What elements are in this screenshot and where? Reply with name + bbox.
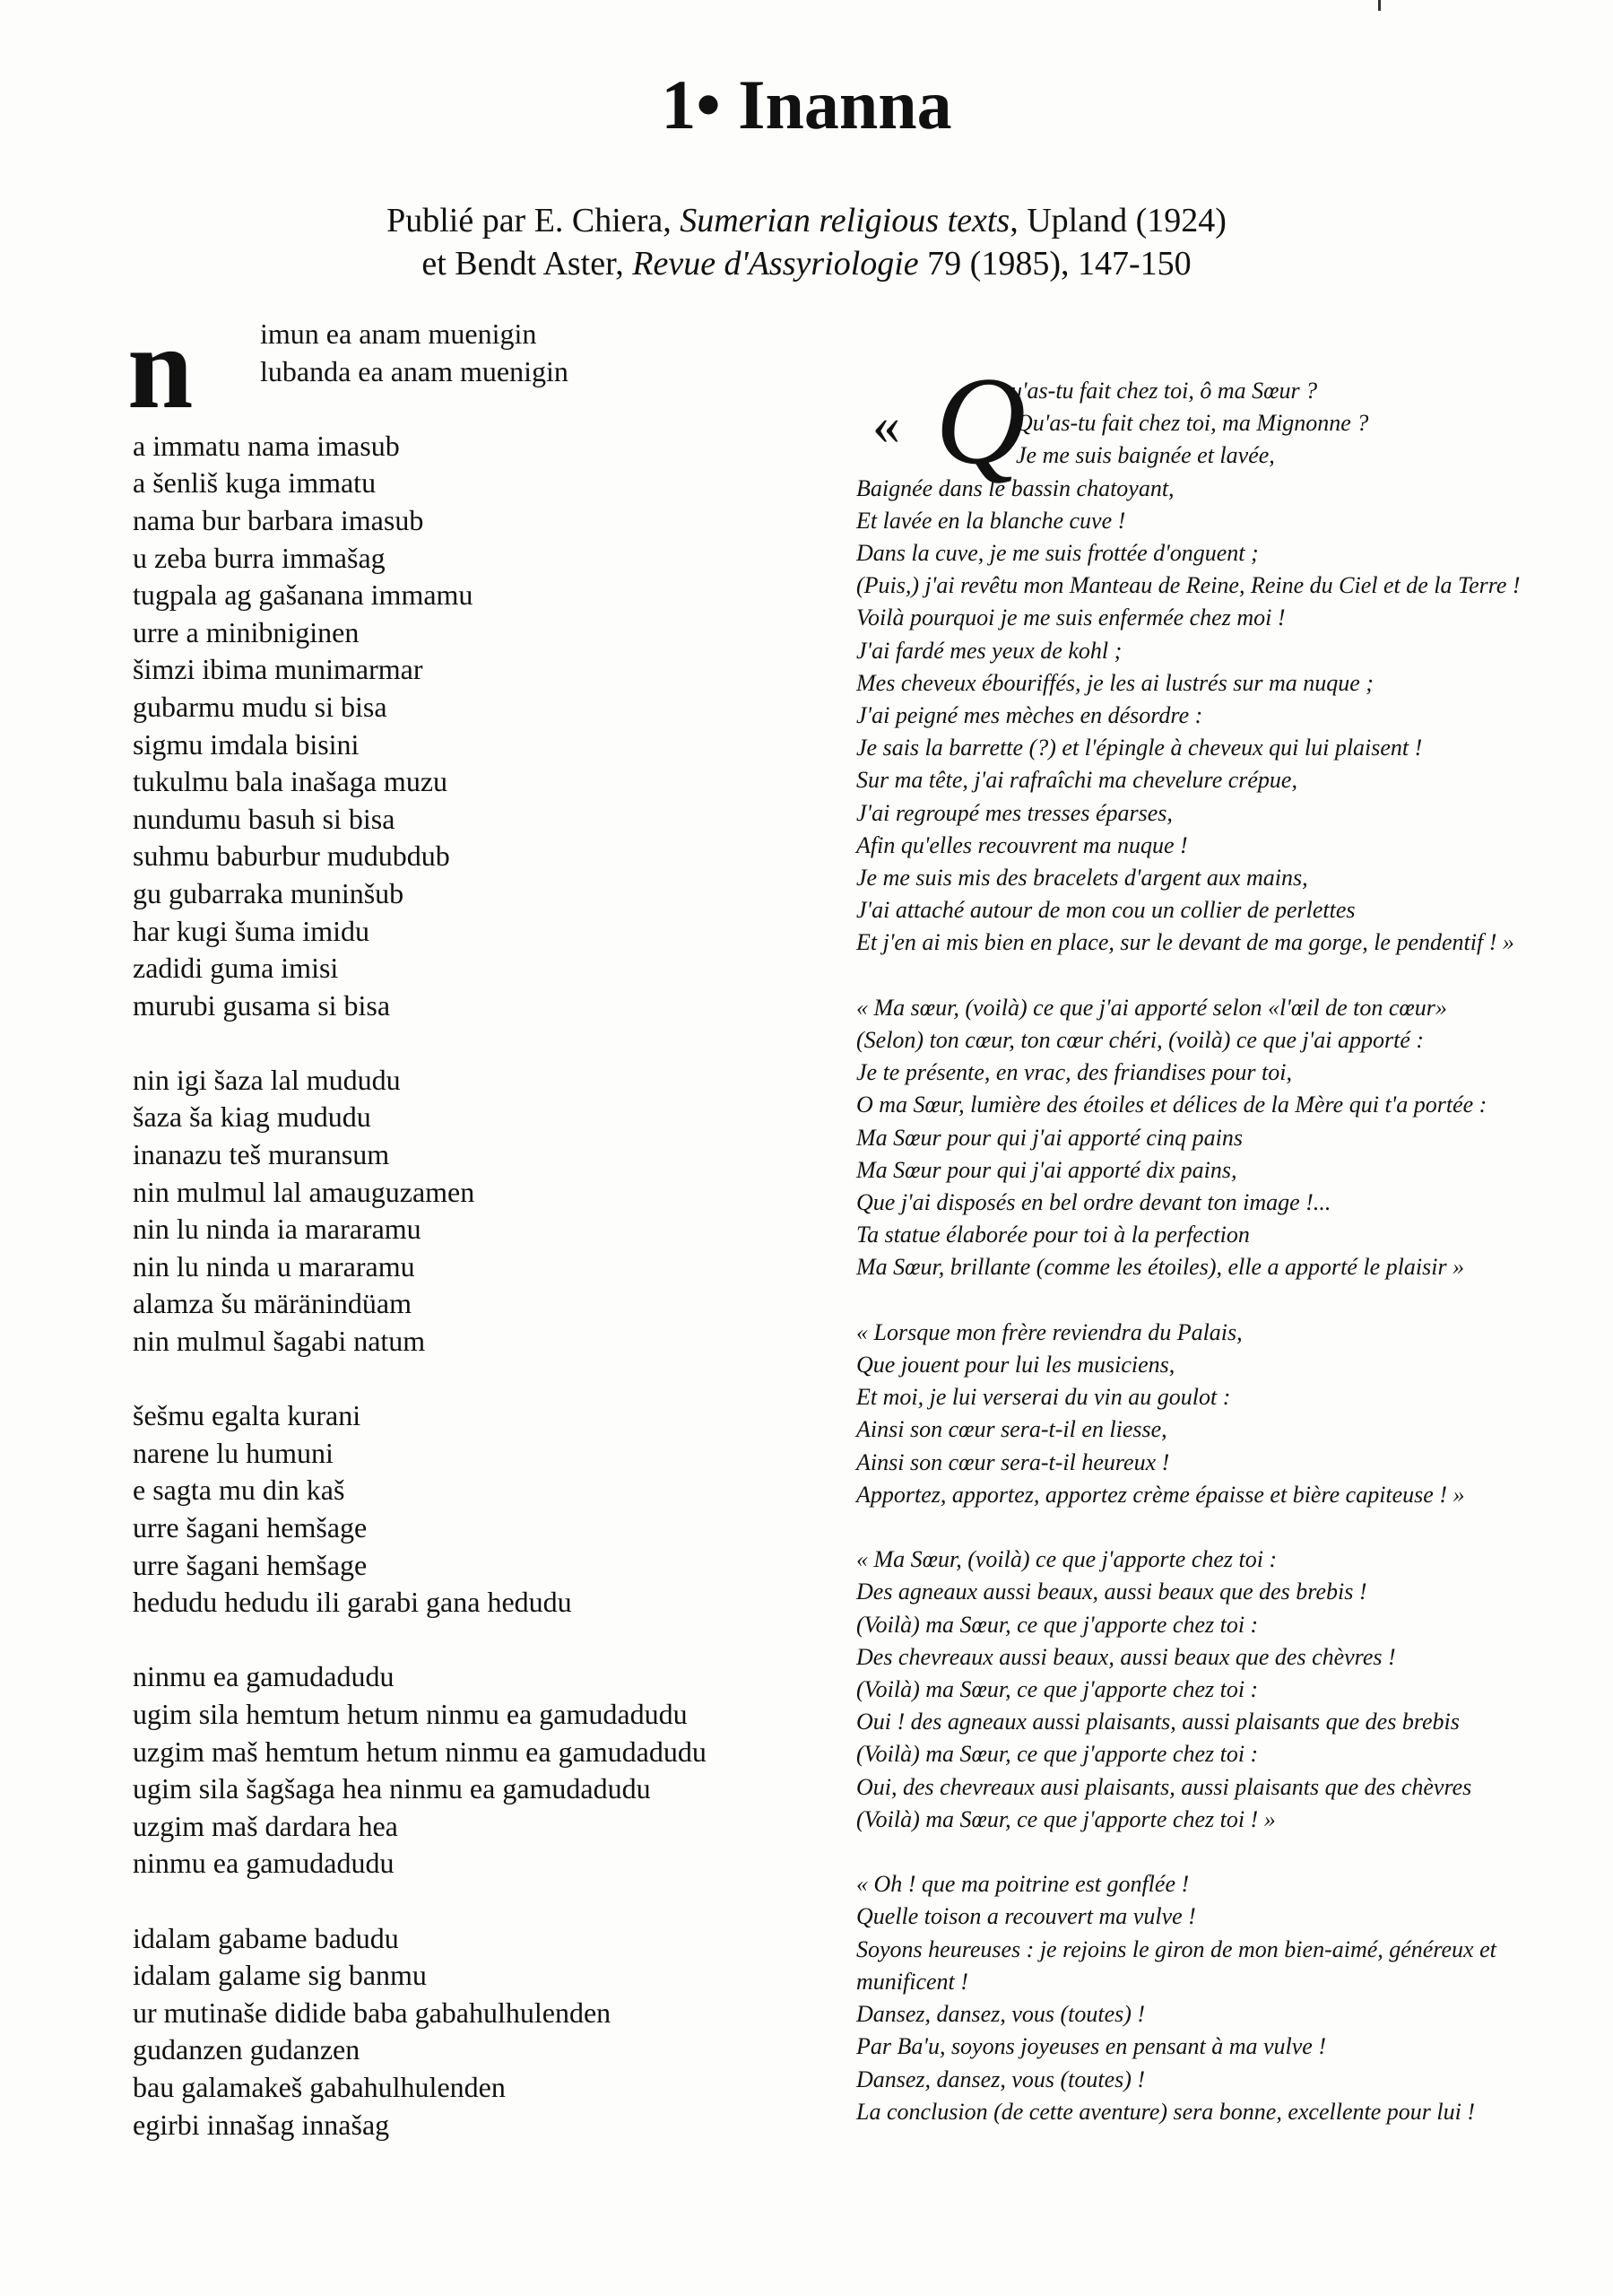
stanza-break	[133, 1361, 868, 1398]
publication-text: , Upland (1924)	[1010, 202, 1227, 239]
french-verse-line: (Voilà) ma Sœur, ce que j'apporte chez toi :	[856, 1611, 1259, 1638]
page-title: 1• Inanna	[661, 65, 952, 144]
sumerian-verse-line: murubi gusama si bisa	[133, 988, 391, 1022]
sumerian-verse-line: har kugi šuma imidu	[133, 914, 369, 947]
french-verse-line: Oui ! des agneaux aussi plaisants, aussi plaisants que des brebis	[856, 1709, 1460, 1735]
sumerian-verse-line: uzgim maš hemtum hetum ninmu ea gamudadudu	[133, 1735, 707, 1768]
sumerian-verse-line: imun ea anam muenigin	[260, 317, 537, 350]
stanza-break	[133, 390, 868, 428]
sumerian-verse-line: nin igi šaza lal mududu	[133, 1063, 401, 1096]
french-verse-line: Je me suis baignée et lavée,	[1016, 442, 1275, 469]
french-verse-line: Oui, des chevreaux ausi plaisants, aussi plaisants que des chèvres	[856, 1773, 1472, 1800]
stanza-break	[856, 1284, 1600, 1317]
sumerian-verse-line: šaza ša kiag mududu	[133, 1100, 371, 1134]
french-verse-line: Afin qu'elles recouvrent ma nuque !	[856, 831, 1188, 858]
french-verse-line: Apportez, apportez, apportez crème épaisse et bière capiteuse ! »	[856, 1481, 1465, 1508]
sumerian-verse-line: urre a minibniginen	[133, 615, 360, 648]
sumerian-verse-line: nama bur barbara imasub	[133, 503, 424, 536]
french-verse-line: Et j'en ai mis bien en place, sur le devant de ma gorge, le pendentif ! »	[856, 929, 1514, 956]
sumerian-verse-line: gudanzen gudanzen	[133, 2033, 360, 2066]
french-verse-line: Mes cheveux ébouriffés, je les ai lustrés sur ma nuque ;	[856, 669, 1374, 696]
sumerian-verse-line: urre šagani hemšage	[133, 1511, 368, 1544]
sumerian-verse-line: bau galamakeš gabahulhulenden	[133, 2070, 506, 2103]
sumerian-verse-line: idalam galame sig banmu	[133, 1959, 427, 1992]
french-verse-line: Qu'as-tu fait chez toi, ma Mignonne ?	[1016, 410, 1369, 437]
sumerian-verse-line: urre šagani hemšage	[133, 1548, 368, 1581]
sumerian-verse-line: zadidi guma imisi	[133, 952, 339, 985]
publication-title-italic: Revue d'Assyriologie	[632, 245, 919, 283]
french-verse-line: (Voilà) ma Sœur, ce que j'apporte chez toi :	[856, 1676, 1259, 1703]
french-verse-line: Ainsi son cœur sera-t-il heureux !	[856, 1448, 1170, 1475]
sumerian-verse-line: inanazu teš muransum	[133, 1138, 390, 1171]
sumerian-verse-line: u zeba burra immašag	[133, 541, 386, 574]
french-verse-line: u'as-tu fait chez toi, ô ma Sœur ?	[1010, 378, 1318, 404]
french-verse-line: Quelle toison a recouvert ma vulve !	[856, 1903, 1196, 1930]
french-verse-line: « Ma sœur, (voilà) ce que j'ai apporté selon «l'œil de ton cœur»	[856, 994, 1447, 1021]
french-verse-line: (Voilà) ma Sœur, ce que j'apporte chez toi :	[856, 1741, 1259, 1768]
sumerian-verse-line: lubanda ea anam muenigin	[260, 354, 568, 387]
french-verse-line: Dansez, dansez, vous (toutes) !	[856, 2001, 1146, 2028]
publication-text: et Bendt Aster,	[421, 245, 633, 283]
french-verse-line: Voilà pourquoi je me suis enfermée chez moi !	[856, 604, 1286, 631]
sumerian-verse-line: hedudu hedudu ili garabi gana hedudu	[133, 1586, 572, 1619]
french-verse-line: (Voilà) ma Sœur, ce que j'apporte chez toi ! »	[856, 1805, 1276, 1832]
sumerian-verse-line: a immatu nama imasub	[133, 429, 400, 462]
french-verse-line: Et moi, je lui verserai du vin au goulot :	[856, 1384, 1231, 1411]
sumerian-verse-line: e sagta mu din kaš	[133, 1474, 345, 1507]
sumerian-verse-line: nin lu ninda ia mararamu	[133, 1213, 421, 1246]
sumerian-verse-line: ugim sila šagšaga hea ninmu ea gamudadudu	[133, 1772, 651, 1805]
sumerian-verse-line: gubarmu mudu si bisa	[133, 690, 387, 723]
french-translation-column	[856, 352, 1600, 2128]
french-verse-line: Baignée dans le bassin chatoyant,	[856, 474, 1175, 501]
publication-text: Publié par E. Chiera,	[386, 202, 681, 239]
sumerian-verse-line: nin mulmul šagabi natum	[133, 1325, 426, 1358]
french-verse-line: J'ai regroupé mes tresses éparses,	[856, 799, 1173, 826]
stanza-break	[856, 1511, 1600, 1544]
sumerian-verse-line: uzgim maš dardara hea	[133, 1809, 398, 1842]
sumerian-verse-line: sigmu imdala bisini	[133, 727, 360, 761]
sumerian-drop-cap: n	[127, 301, 194, 433]
sumerian-verse-line: ninmu ea gamudadudu	[133, 1660, 395, 1693]
french-verse-line: J'ai peigné mes mèches en désordre :	[856, 702, 1203, 729]
french-verse-line: J'ai attaché autour de mon cou un collier de perlettes	[856, 897, 1356, 924]
corner-mark	[1378, 0, 1381, 11]
french-verse-line: Et lavée en la blanche cuve !	[856, 507, 1126, 534]
sumerian-verse-line: šimzi ibima munimarmar	[133, 653, 423, 686]
sumerian-verse-line: gu gubarraka muninšub	[133, 876, 404, 909]
french-verse-line: Que j'ai disposés en bel ordre devant ton image !...	[856, 1189, 1331, 1216]
french-verse-line: Ainsi son cœur sera-t-il en liesse,	[856, 1416, 1167, 1443]
french-verse-line: Ta statue élaborée pour toi à la perfection	[856, 1222, 1250, 1248]
sumerian-verse-line: nin lu ninda u mararamu	[133, 1249, 415, 1283]
publication-text: 79 (1985), 147-150	[918, 245, 1192, 283]
french-verse-line: Que jouent pour lui les musiciens,	[856, 1352, 1175, 1378]
french-verse-line: Des agneaux aussi beaux, aussi beaux que des brebis !	[856, 1578, 1367, 1605]
stanza-break	[133, 1883, 868, 1920]
french-verse-line: Ma Sœur pour qui j'ai apporté cinq pains	[856, 1124, 1243, 1151]
sumerian-verse-line: ugim sila hemtum hetum ninmu ea gamudadudu	[133, 1697, 688, 1730]
sumerian-verse-line: tugpala ag gašanana immamu	[133, 578, 473, 612]
french-verse-line: La conclusion (de cette aventure) sera bonne, excellente pour lui !	[856, 2098, 1475, 2125]
french-verse-line: Soyons heureuses : je rejoins le giron de mon bien-aimé, généreux et munificent !	[856, 1935, 1496, 1995]
sumerian-verse-line: egirbi innašag innašag	[133, 2108, 390, 2141]
french-verse-line: Sur ma tête, j'ai rafraîchi ma chevelure crépue,	[856, 767, 1297, 794]
sumerian-verse-line: alamza šu märänindüam	[133, 1287, 412, 1320]
french-drop-cap: Q	[935, 352, 1027, 491]
french-verse-line: O ma Sœur, lumière des étoiles et délices de la Mère qui t'a portée :	[856, 1091, 1487, 1118]
french-verse-line: Dans la cuve, je me suis frottée d'onguent ;	[856, 540, 1259, 567]
sumerian-verse-line: šešmu egalta kurani	[133, 1399, 361, 1432]
french-verse-line: J'ai fardé mes yeux de kohl ;	[856, 637, 1123, 664]
sumerian-text-column	[127, 301, 868, 2144]
publication-line-2	[0, 242, 1613, 285]
publication-note	[0, 199, 1613, 285]
stanza-break	[133, 1024, 868, 1062]
french-verse-line: Je me suis mis des bracelets d'argent aux mains,	[856, 865, 1308, 891]
stanza-break	[856, 960, 1600, 992]
sumerian-verse-line: tukulmu bala inašaga muzu	[133, 765, 448, 798]
sumerian-verse-line: idalam gabame badudu	[133, 1921, 399, 1954]
french-verse-line: « Ma Sœur, (voilà) ce que j'apporte chez toi :	[856, 1546, 1278, 1573]
opening-guillemet: «	[872, 396, 900, 457]
stanza-break	[133, 1622, 868, 1659]
sumerian-verse-line: suhmu baburbur mudubdub	[133, 839, 450, 873]
french-verse-line: Des chevreaux aussi beaux, aussi beaux que des chèvres !	[856, 1643, 1396, 1670]
french-verse-line: Par Ba'u, soyons joyeuses en pensant à ma vulve !	[856, 2033, 1326, 2060]
french-verse-line: « Oh ! que ma poitrine est gonflée !	[856, 1871, 1190, 1898]
sumerian-verse-line: nin mulmul lal amauguzamen	[133, 1175, 475, 1208]
sumerian-verse-line: ur mutinaše didide baba gabahulhulenden	[133, 1996, 611, 2029]
french-verse-line: Ma Sœur, brillante (comme les étoiles), elle a apporté le plaisir »	[856, 1254, 1465, 1281]
stanza-break	[856, 1836, 1600, 1868]
french-verse-line: Dansez, dansez, vous (toutes) !	[856, 2066, 1146, 2092]
sumerian-verse-line: nundumu basuh si bisa	[133, 802, 395, 835]
french-verse-line: (Puis,) j'ai revêtu mon Manteau de Reine, Reine du Ciel et de la Terre !	[856, 572, 1521, 599]
sumerian-verse-line: a šenliš kuga immatu	[133, 466, 377, 500]
french-verse-line: « Lorsque mon frère reviendra du Palais,	[856, 1318, 1243, 1345]
publication-line-1	[0, 199, 1613, 242]
french-verse-line: Je te présente, en vrac, des friandises pour toi,	[856, 1059, 1292, 1086]
french-verse-line: (Selon) ton cœur, ton cœur chéri, (voilà) ce que j'ai apporté :	[856, 1027, 1425, 1054]
publication-title-italic: Sumerian religious texts	[680, 202, 1010, 239]
french-verse-line: Ma Sœur pour qui j'ai apporté dix pains,	[856, 1156, 1237, 1183]
sumerian-verse-line: ninmu ea gamudadudu	[133, 1847, 395, 1880]
sumerian-verse-line: narene lu humuni	[133, 1436, 334, 1469]
french-verse-line: Je sais la barrette (?) et l'épingle à cheveux qui lui plaisent !	[856, 735, 1423, 761]
